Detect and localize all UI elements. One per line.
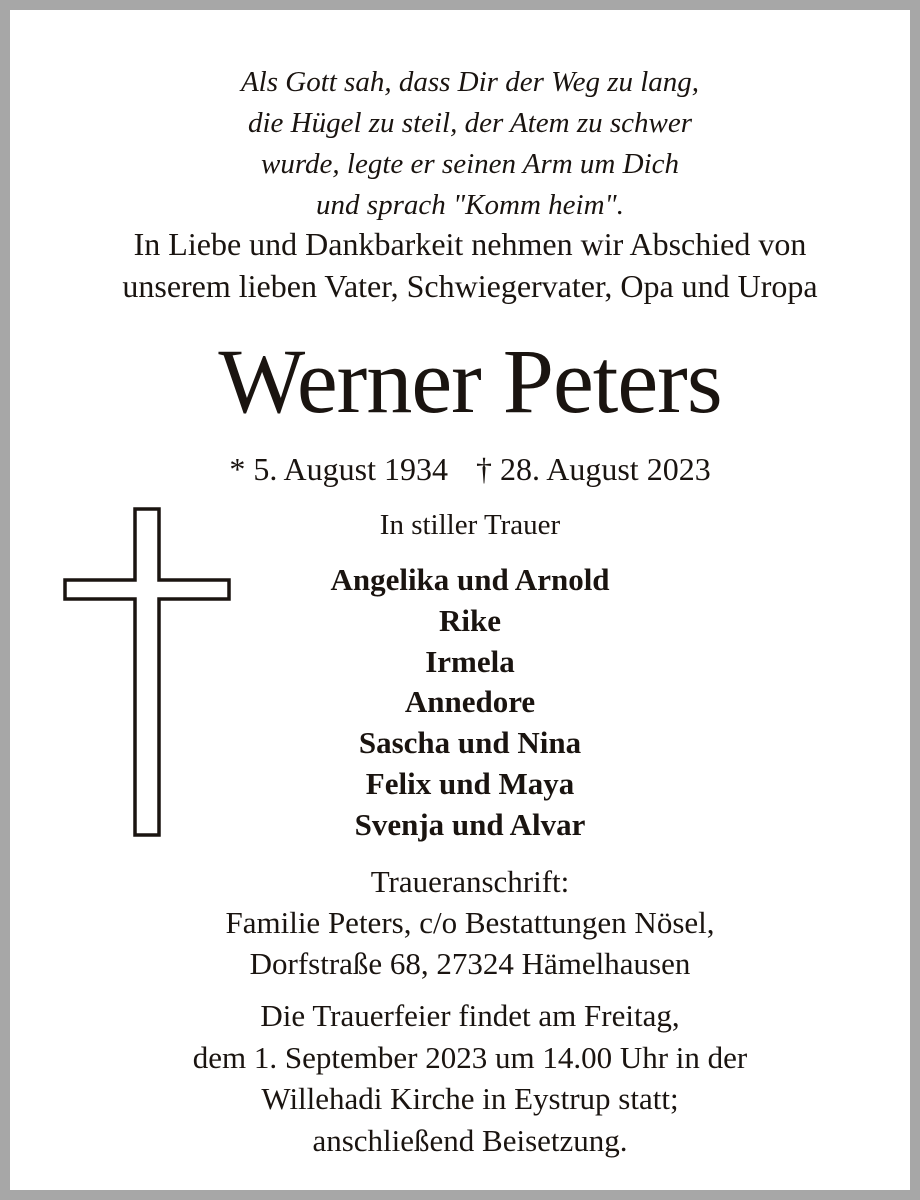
mourner-name: Sascha und Nina bbox=[358, 725, 582, 761]
intro-text bbox=[20, 223, 920, 307]
service-line: anschließend Beisetzung. bbox=[312, 1122, 628, 1158]
birth-date: * 5. August 1934 bbox=[229, 451, 448, 487]
address-line: Familie Peters, c/o Bestattungen Nösel, bbox=[225, 905, 715, 940]
address-line: Dorfstraße 68, 27324 Hämelhausen bbox=[249, 946, 691, 981]
poem bbox=[20, 62, 920, 226]
address-label: Traueranschrift: bbox=[370, 864, 570, 899]
mourner-name: Svenja und Alvar bbox=[354, 806, 586, 842]
latin-cross-icon bbox=[62, 507, 232, 837]
mourner-name: Irmela bbox=[425, 643, 515, 679]
mourner-name: Angelika und Arnold bbox=[330, 562, 610, 597]
life-dates bbox=[20, 447, 920, 491]
poem-line: Als Gott sah, dass Dir der Weg zu lang, bbox=[240, 66, 700, 98]
poem-line: und sprach "Komm heim". bbox=[316, 189, 624, 221]
death-date: † 28. August 2023 bbox=[476, 451, 711, 487]
mourner-name: Rike bbox=[439, 602, 501, 638]
intro-line: In Liebe und Dankbarkeit nehmen wir Abschied von bbox=[133, 226, 807, 262]
deceased-name: Werner Peters bbox=[218, 330, 722, 432]
intro-line: unserem lieben Vater, Schwiegervater, Opa und Uropa bbox=[122, 268, 818, 304]
mourning-address bbox=[20, 861, 920, 984]
funeral-service-info bbox=[20, 995, 920, 1161]
poem-line: wurde, legte er seinen Arm um Dich bbox=[260, 148, 679, 180]
mourner-name: Annedore bbox=[404, 684, 536, 720]
poem-line: die Hügel zu steil, der Atem zu schwer bbox=[247, 107, 693, 139]
mourning-label: In stiller Trauer bbox=[379, 509, 561, 541]
service-line: Die Trauerfeier findet am Freitag, bbox=[260, 998, 680, 1033]
service-line: dem 1. September 2023 um 14.00 Uhr in der bbox=[192, 1039, 748, 1075]
mourner-name: Felix und Maya bbox=[365, 765, 575, 801]
service-line: Willehadi Kirche in Eystrup statt; bbox=[261, 1081, 679, 1116]
